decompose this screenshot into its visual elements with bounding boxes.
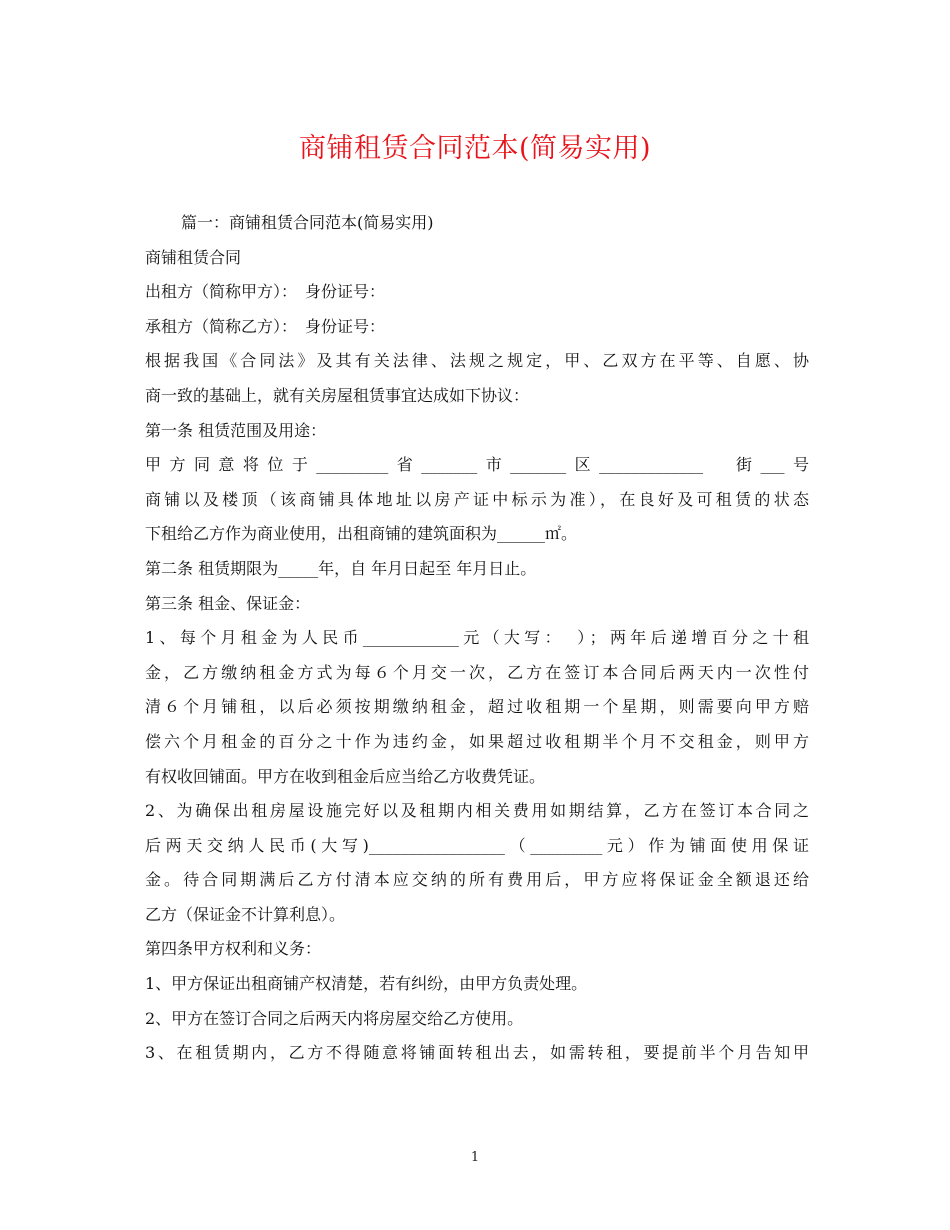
section-heading: 篇一：商铺租赁合同范本(简易实用) <box>181 213 434 232</box>
article-heading: 第三条 租金、保证金： <box>145 593 311 613</box>
contract-name: 商铺租赁合同 <box>145 247 242 267</box>
text-line: 1、每个月租金为人民币____________元（大写： ）；两年后递增百分之十租 <box>145 628 809 648</box>
text-line: 清６个月铺租，以后必须按期缴纳租金，超过收租期一个星期，则需要向甲方赔 <box>145 697 809 717</box>
text-line: 商铺以及楼顶（该商铺具体地址以房产证中标示为准），在良好及可租赁的状态 <box>145 489 809 509</box>
text-line: 有权收回铺面。甲方在收到租金后应当给乙方收费凭证。 <box>145 766 546 786</box>
text-line: 1、甲方保证出租商铺产权清楚，若有纠纷，由甲方负责处理。 <box>145 974 588 994</box>
text-line: 乙方（保证金不计算利息）。 <box>145 904 346 924</box>
text-line: 后两天交纳人民币(大写)_________________（_________元）作为铺面使用保证 <box>145 835 809 855</box>
lessee-line: 承租方（简称乙方）： 身份证号： <box>145 316 386 336</box>
text-line: 商一致的基础上，就有关房屋租赁事宜达成如下协议： <box>145 385 530 405</box>
article-heading: 第一条 租赁范围及用途： <box>145 420 327 440</box>
text-line: 偿六个月租金的百分之十作为违约金，如果超过收租期半个月不交租金，则甲方 <box>145 731 809 751</box>
text-line: 甲方同意将位于_________省_______市_______区_____________ 街___号 <box>145 455 809 475</box>
document-title: 商铺租赁合同范本(简易实用) <box>298 133 652 164</box>
text-line: 金，乙方缴纳租金方式为每６个月交一次，乙方在签订本合同后两天内一次性付 <box>145 662 809 682</box>
lessor-line: 出租方（简称甲方）： 身份证号： <box>145 282 386 302</box>
text-line: 2、甲方在签订合同之后两天内将房屋交给乙方使用。 <box>145 1008 524 1028</box>
text-line: 2、为确保出租房屋设施完好以及租期内相关费用如期结算，乙方在签订本合同之 <box>145 801 809 821</box>
text-line: 下租给乙方作为商业使用，出租商铺的建筑面积为______㎡。 <box>145 524 578 544</box>
document-body <box>145 206 809 1071</box>
text-line: 金。待合同期满后乙方付清本应交纳的所有费用后，甲方应将保证金全额退还给 <box>145 870 809 890</box>
page-number: 1 <box>470 1150 480 1165</box>
article-heading: 第四条甲方权利和义务： <box>145 939 322 959</box>
text-line: 3、在租赁期内，乙方不得随意将铺面转租出去，如需转租，要提前半个月告知甲 <box>145 1043 809 1063</box>
text-line: 根据我国《合同法》及其有关法律、法规之规定，甲、乙双方在平等、自愿、协 <box>145 351 809 371</box>
article-heading: 第二条 租赁期限为_____年，自 年月日起至 年月日止。 <box>145 558 537 578</box>
